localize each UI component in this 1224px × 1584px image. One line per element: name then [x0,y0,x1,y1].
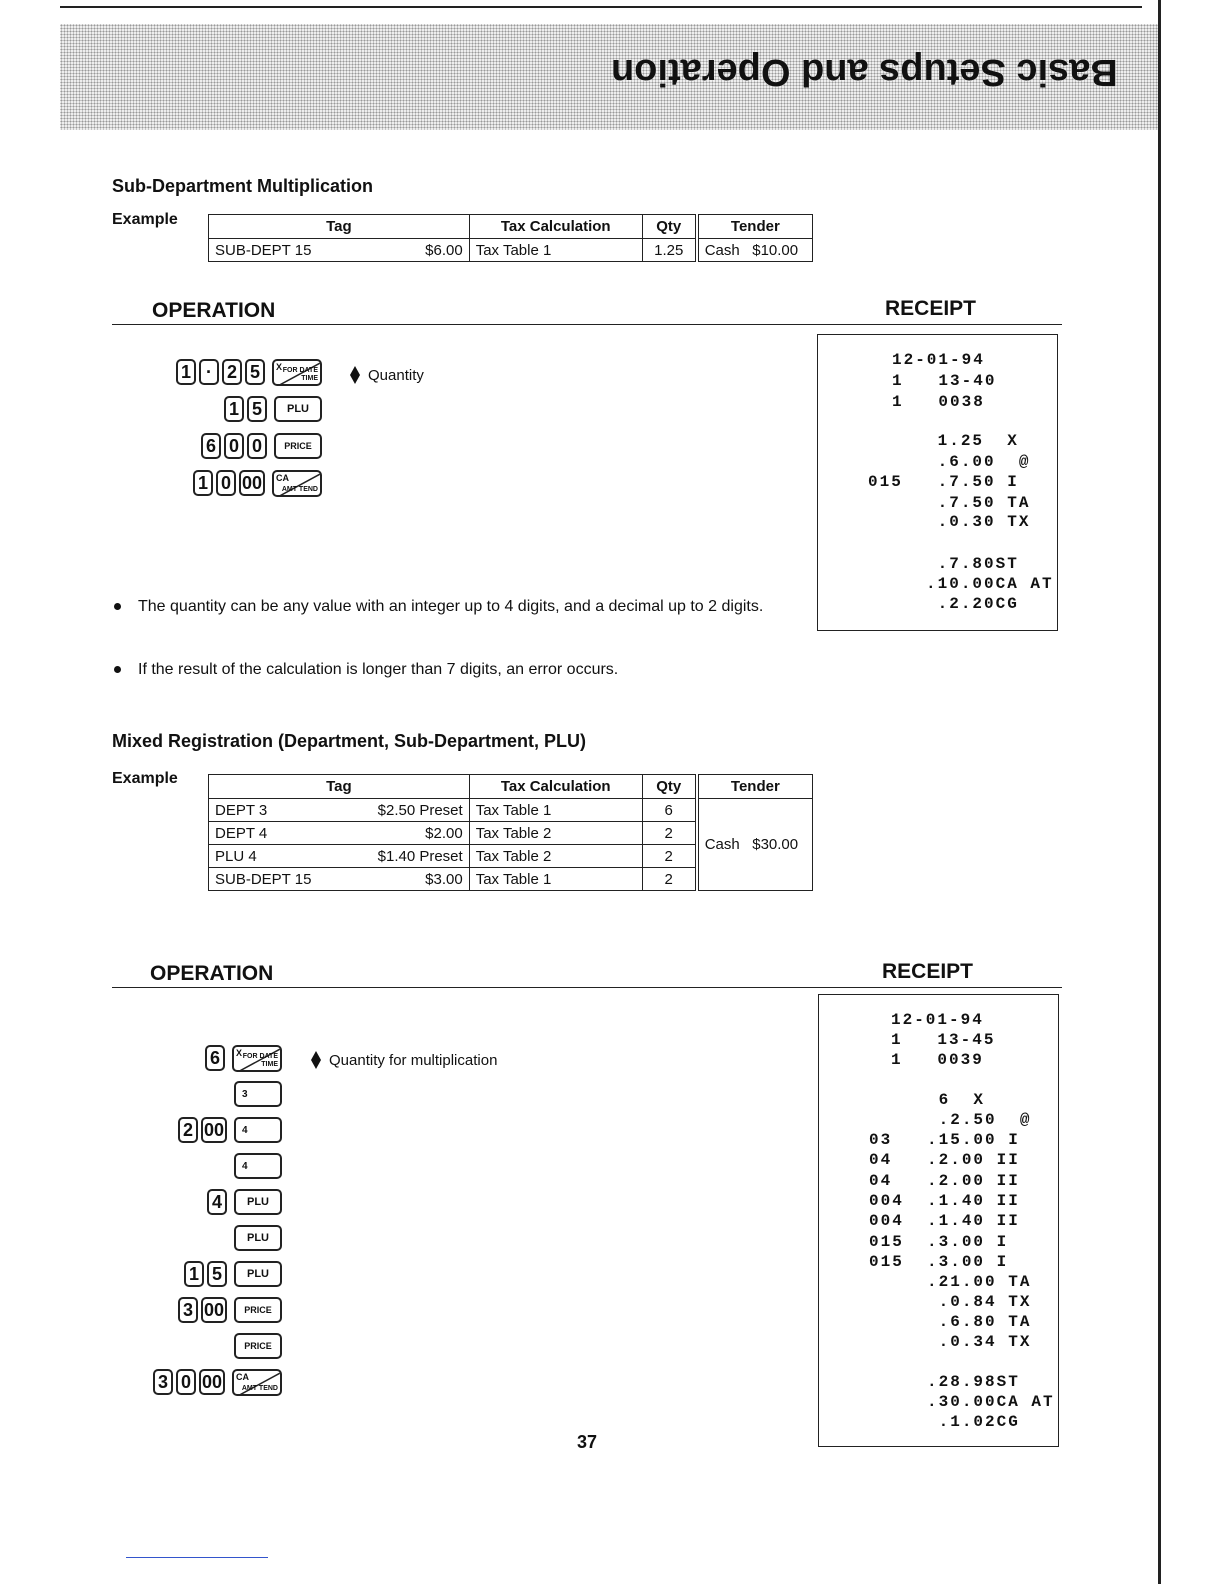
col-tax: Tax Calculation [469,775,642,799]
receipt-line: 1 0038 [892,393,985,411]
digit-key[interactable]: 3 [178,1297,198,1323]
cell-qty: 1.25 [642,239,697,262]
plu-key[interactable]: PLU [234,1189,282,1215]
receipt [818,994,1059,1447]
price-key[interactable]: PRICE [234,1297,282,1323]
digit-key[interactable]: 1 [176,359,196,385]
diamond-arrow-icon [311,1051,321,1069]
bullet-dot [114,666,121,673]
footer-rule [126,1557,268,1558]
cell-tag: SUB-DEPT 15 [209,239,388,262]
cell-tag: DEPT 3 [209,799,347,822]
receipt-line: .2.20CG [868,595,1019,613]
digit-key[interactable]: 3 [153,1369,173,1395]
diamond-arrow-icon [350,366,360,384]
receipt-line: 004 .1.40 II [869,1212,1020,1230]
digit-key[interactable]: 5 [207,1261,227,1287]
receipt-line: 03 .15.00 I [869,1131,1020,1149]
cell-qty: 6 [642,799,697,822]
double-zero-key[interactable]: 00 [199,1369,225,1395]
key-row [110,1044,285,1072]
price-key[interactable]: PRICE [234,1333,282,1359]
receipt-line: .2.50 @ [869,1111,1032,1129]
ca-amt-tend-key[interactable]: CA AMT TEND [272,470,322,497]
x-date-time-key[interactable]: X FOR DATE TIME [232,1045,282,1072]
digit-key[interactable]: 2 [222,359,242,385]
example-label: Example [112,770,178,787]
key-row [110,1296,285,1324]
col-tender: Tender [697,775,813,799]
bullet-item: The quantity can be any value with an integer up to 4 digits, and a decimal up to 2 digits. [114,596,794,618]
receipt [817,334,1058,631]
dept-key[interactable]: 4 [234,1117,282,1143]
cell-tax: Tax Table 1 [469,868,642,891]
bullet-dot [114,603,121,610]
section-rule [112,324,1062,325]
digit-key[interactable]: 1 [193,470,213,496]
cell-qty: 2 [642,868,697,891]
dept-key[interactable]: 3 [234,1081,282,1107]
cell-tag: PLU 4 [209,845,347,868]
key-row [110,1080,285,1108]
dept-key[interactable]: 4 [234,1153,282,1179]
x-date-time-key[interactable]: X FOR DATE TIME [272,359,322,386]
receipt-line: .28.98ST [869,1373,1020,1391]
double-zero-key[interactable]: 00 [201,1117,227,1143]
plu-key[interactable]: PLU [234,1261,282,1287]
page-number: 37 [577,1432,598,1452]
digit-key[interactable]: 2 [178,1117,198,1143]
cell-tax: Tax Table 1 [469,239,642,262]
key-sequence [110,1044,285,1396]
col-tag: Tag [209,775,470,799]
digit-key[interactable]: 0 [176,1369,196,1395]
receipt-line: 1 0039 [891,1051,984,1069]
key-row [120,358,325,386]
ca-amt-tend-key[interactable]: CA AMT TEND [232,1369,282,1396]
receipt-line: .10.00CA AT [868,575,1054,593]
cell-qty: 2 [642,845,697,868]
cell-amount: $2.00 [346,822,469,845]
col-qty: Qty [642,215,697,239]
receipt-line: .21.00 TA [869,1273,1032,1291]
key-row [110,1152,285,1180]
receipt-line: .6.80 TA [869,1313,1032,1331]
table-row [209,239,813,262]
cell-amount: $3.00 [346,868,469,891]
cell-tender: Cash $10.00 [697,239,813,262]
cell-amount: $6.00 [387,239,469,262]
digit-key[interactable]: 1 [224,396,244,422]
digit-key[interactable]: 6 [205,1045,225,1071]
double-zero-key[interactable]: 00 [239,470,265,496]
key-row [110,1260,285,1288]
plu-key[interactable]: PLU [274,396,322,422]
receipt-line: 1 13-45 [891,1031,996,1049]
receipt-line: 12-01-94 [891,1011,984,1029]
key-row [110,1368,285,1396]
digit-key[interactable]: 4 [207,1189,227,1215]
digit-key[interactable]: 0 [216,470,236,496]
cell-tax: Tax Table 2 [469,822,642,845]
receipt-title: RECEIPT [882,960,974,983]
key-row [120,469,325,497]
key-row [120,395,325,423]
section-heading: Sub-Department Multiplication [112,176,373,196]
col-tag: Tag [209,215,470,239]
receipt-line: 015 .3.00 I [869,1253,1009,1271]
digit-key[interactable]: 5 [247,396,267,422]
table-row [209,799,813,822]
cell-tax: Tax Table 1 [469,799,642,822]
section-heading: Mixed Registration (Department, Sub-Department, PLU) [112,731,587,751]
example-table [208,214,813,262]
receipt-line: .7.50 TA [868,494,1031,512]
key-row [110,1224,285,1252]
digit-key[interactable]: 5 [245,359,265,385]
example-table [208,774,813,891]
receipt-line: .6.00 @ [868,453,1031,471]
receipt-line: 015 .3.00 I [869,1233,1009,1251]
price-key[interactable]: PRICE [274,433,322,459]
receipt-line: 015 .7.50 I [868,473,1019,491]
receipt-line: 004 .1.40 II [869,1192,1020,1210]
key-row [110,1116,285,1144]
bullet-item: If the result of the calculation is longer than 7 digits, an error occurs. [114,659,814,681]
receipt-line: 04 .2.00 II [869,1151,1020,1169]
quantity-note: Quantity for multiplication [311,1051,497,1069]
col-tender: Tender [697,215,813,239]
banner [60,24,1158,130]
digit-key[interactable]: 0 [224,433,244,459]
plu-key[interactable]: PLU [234,1225,282,1251]
key-row [120,432,325,460]
cell-tax: Tax Table 2 [469,845,642,868]
page-edge [1158,0,1161,1584]
section-rule [112,987,1062,988]
col-tax: Tax Calculation [469,215,642,239]
decimal-key[interactable]: · [199,359,219,385]
key-row [110,1188,285,1216]
example-label: Example [112,211,178,228]
key-sequence [120,358,325,497]
cell-tender: Cash $30.00 [697,799,813,891]
receipt-line: .30.00CA AT [869,1393,1055,1411]
receipt-line: .1.02CG [869,1413,1020,1431]
receipt-line: .0.84 TX [869,1293,1032,1311]
receipt-line: 1.25 X [868,432,1019,450]
receipt-line: .0.34 TX [869,1333,1032,1351]
operation-title: OPERATION [152,299,276,322]
receipt-line: 6 X [869,1091,986,1109]
operation-title: OPERATION [150,962,274,985]
receipt-line: 04 .2.00 II [869,1172,1020,1190]
key-row [110,1332,285,1360]
cell-amount: $2.50 Preset [346,799,469,822]
digit-key[interactable]: 6 [201,433,221,459]
col-qty: Qty [642,775,697,799]
receipt-line: .7.80ST [868,555,1019,573]
receipt-line: .0.30 TX [868,513,1031,531]
receipt-line: 1 13-40 [892,372,997,390]
receipt-title: RECEIPT [885,297,977,320]
double-zero-key[interactable]: 00 [201,1297,227,1323]
digit-key[interactable]: 0 [247,433,267,459]
cell-amount: $1.40 Preset [346,845,469,868]
cell-tag: SUB-DEPT 15 [209,868,347,891]
digit-key[interactable]: 1 [184,1261,204,1287]
quantity-note: Quantity [350,366,424,384]
cell-tag: DEPT 4 [209,822,347,845]
cell-qty: 2 [642,822,697,845]
banner-title: Basic Setups and Operation [611,51,1118,93]
receipt-line: 12-01-94 [892,351,985,369]
top-rule [60,6,1142,8]
